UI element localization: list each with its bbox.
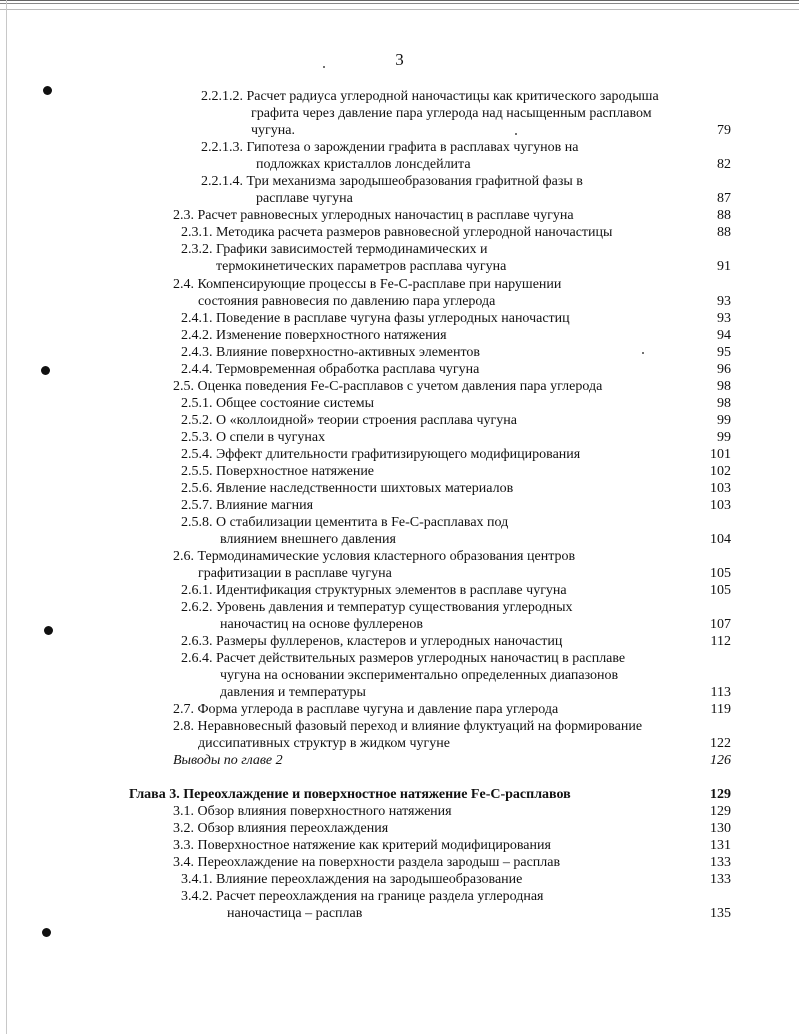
toc-page-number: 129	[710, 804, 731, 819]
toc-entry-title: чугуна на основании экспериментально определенных диапазонов	[220, 668, 619, 683]
toc-entry-title: 2.5.7. Влияние магния	[181, 498, 314, 513]
toc-entry-title: состояния равновесия по давлению пара углерода	[198, 294, 496, 309]
toc-page-number: 135	[710, 906, 731, 921]
toc-entry-title: графитизации в расплаве чугуна	[198, 566, 392, 581]
toc-entry-title: чугуна.	[251, 123, 295, 138]
toc-entry-title: 2.5.1. Общее состояние системы	[181, 396, 375, 411]
toc-entry-title: термокинетических параметров расплава чугуна	[216, 259, 507, 274]
toc-entry-title: расплаве чугуна	[256, 191, 353, 206]
toc-page-number: 87	[717, 191, 731, 206]
toc-page-number: 103	[710, 481, 731, 496]
toc-entry-title: 2.5.3. О спели в чугунах	[181, 430, 326, 445]
toc-page-number: 102	[710, 464, 731, 479]
toc-entry-title: 2.4. Компенсирующие процессы в Fe-C-расплаве при нарушении	[173, 277, 562, 292]
toc-page-number: 112	[710, 634, 731, 649]
toc-entry-title: 2.6.4. Расчет действительных размеров углеродных наночастиц в расплаве	[181, 651, 626, 666]
toc-page-number: 103	[710, 498, 731, 513]
toc-page-number: 99	[717, 430, 731, 445]
toc-page-number: 101	[710, 447, 731, 462]
toc-entry-title: 2.7. Форма углерода в расплаве чугуна и давление пара углерода	[173, 702, 559, 717]
toc-entry-title: 2.6. Термодинамические условия кластерного образования центров	[173, 549, 576, 564]
toc-entry-title: 2.2.1.2. Расчет радиуса углеродной наночастицы как критического зародыша	[201, 89, 659, 104]
toc-page-number: 104	[710, 532, 731, 547]
toc-page-number: 93	[717, 294, 731, 309]
toc-page-number: 95	[717, 345, 731, 360]
toc-page-number: 126	[710, 753, 731, 768]
toc-page-number: 122	[710, 736, 731, 751]
toc-entry-title: 2.4.3. Влияние поверхностно-активных элементов	[181, 345, 481, 360]
toc-page-number: 94	[717, 328, 731, 343]
toc-entry-title: 2.8. Неравновесный фазовый переход и влияние флуктуаций на формирование	[173, 719, 643, 734]
toc-entry-title: наночастиц на основе фуллеренов	[220, 617, 424, 632]
toc-entry-title: 3.4. Переохлаждение на поверхности раздела зародыш – расплав	[173, 855, 561, 870]
toc-page-number: 131	[710, 838, 731, 853]
toc-entry-title: 2.4.4. Термовременная обработка расплава чугуна	[181, 362, 480, 377]
toc-entry-title: 2.2.1.4. Три механизма зародышеобразования графитной фазы в	[201, 174, 583, 189]
toc-page-number: 133	[710, 855, 731, 870]
toc-entry-title: 2.5.8. О стабилизации цементита в Fe-C-расплавах под	[181, 515, 509, 530]
toc-page-number: 93	[717, 311, 731, 326]
toc-entry-title: 3.1. Обзор влияния поверхностного натяжения	[173, 804, 452, 819]
toc-page-number: 98	[717, 396, 731, 411]
page-number: 3	[395, 50, 404, 69]
toc-entry-title: 2.5.4. Эффект длительности графитизирующего модифицирования	[181, 447, 581, 462]
toc-page-number: 82	[717, 157, 731, 172]
toc-page-number: 113	[710, 685, 731, 700]
toc-page-number: 105	[710, 566, 731, 581]
toc-entry-title: 2.4.1. Поведение в расплаве чугуна фазы углеродных наночастиц	[181, 311, 570, 326]
toc-entry-title: диссипативных структур в жидком чугуне	[198, 736, 450, 751]
toc-page-number: 98	[717, 379, 731, 394]
toc-entry-title: 2.4.2. Изменение поверхностного натяжения	[181, 328, 447, 343]
toc-entry-title: 3.4.1. Влияние переохлаждения на зародышеобразование	[181, 872, 523, 887]
toc-entry-title: подложках кристаллов лонсдейлита	[256, 157, 471, 172]
toc-entry-title: графита через давление пара углерода над насыщенным расплавом	[251, 106, 652, 121]
toc-page-number: 105	[710, 583, 731, 598]
toc-chapter-title: Глава 3. Переохлаждение и поверхностное натяжение Fe-C-расплавов	[129, 787, 571, 802]
toc-entry-title: 2.5. Оценка поведения Fe-C-расплавов с учетом давления пара углерода	[173, 379, 603, 394]
toc-page-number: 129	[710, 787, 731, 802]
toc-entry-title: 2.2.1.3. Гипотеза о зарождении графита в расплавах чугунов на	[201, 140, 579, 155]
toc-page-number: 91	[717, 259, 731, 274]
toc-entry-title: 2.3. Расчет равновесных углеродных наночастиц в расплаве чугуна	[173, 208, 574, 223]
toc-entry-title: 3.4.2. Расчет переохлаждения на границе раздела углеродная	[181, 889, 544, 904]
toc-entry-title: 2.5.6. Явление наследственности шихтовых материалов	[181, 481, 514, 496]
toc-page-number: 79	[717, 123, 731, 138]
toc-page-number: 130	[710, 821, 731, 836]
toc-entry-title: влиянием внешнего давления	[220, 532, 396, 547]
toc-page-number: 88	[717, 208, 731, 223]
toc-entry-title: наночастица – расплав	[227, 906, 363, 921]
toc-page-number: 96	[717, 362, 731, 377]
toc-entry-title: 2.5.5. Поверхностное натяжение	[181, 464, 375, 479]
toc-entry-title: Выводы по главе 2	[173, 753, 283, 768]
toc-entry-title: 2.6.2. Уровень давления и температур существования углеродных	[181, 600, 573, 615]
toc-entry-title: 2.3.2. Графики зависимостей термодинамических и	[181, 242, 488, 257]
toc-page-number: 133	[710, 872, 731, 887]
toc-entry-title: давления и температуры	[220, 685, 366, 700]
toc-entry-title: 2.5.2. О «коллоидной» теории строения расплава чугуна	[181, 413, 517, 428]
toc-entry-title: 2.6.1. Идентификация структурных элементов в расплаве чугуна	[181, 583, 567, 598]
toc-page-number: 107	[710, 617, 731, 632]
toc-page-number: 88	[717, 225, 731, 240]
toc-entry-title: 3.2. Обзор влияния переохлаждения	[173, 821, 389, 836]
toc-entry-title: 3.3. Поверхностное натяжение как критерий модифицирования	[173, 838, 551, 853]
toc-entry-title: 2.6.3. Размеры фуллеренов, кластеров и углеродных наночастиц	[181, 634, 563, 649]
toc-entry-title: 2.3.1. Методика расчета размеров равновесной углеродной наночастицы	[181, 225, 613, 240]
toc-page-number: 99	[717, 413, 731, 428]
toc-page-number: 119	[710, 702, 731, 717]
